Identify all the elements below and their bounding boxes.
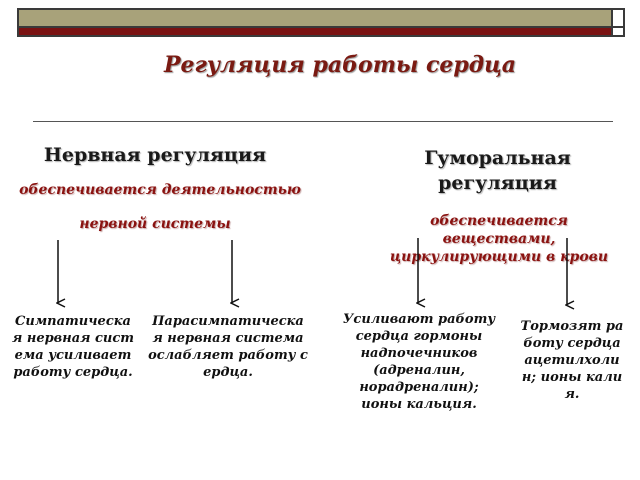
inhibiting-factors-box: Тормозят работу сердца ацетилхолин; ионы калия. — [520, 319, 624, 402]
enhancing-factors-box: Усиливают работу сердца гормоны надпочечников (адреналин, норадреналин); ионы кальция. — [342, 312, 496, 412]
parasympathetic-box: Парасимпатическая нервная система ослабляет работу сердца. — [148, 314, 308, 380]
page-title: Регуляция работы сердца — [163, 52, 517, 78]
nervous-regulation-desc-line1: обеспечивается деятельностью — [19, 182, 301, 198]
humoral-regulation-heading: Гуморальная регуляция — [424, 147, 571, 194]
nervous-regulation-heading: Нервная регуляция — [43, 144, 267, 166]
sympathetic-box: Симпатическая нервная система усиливает работу сердца. — [11, 314, 135, 380]
humoral-regulation-desc: обеспечивается веществами, циркулирующими в крови — [389, 213, 609, 265]
nervous-regulation-desc-line2: нервной системы — [79, 216, 231, 232]
